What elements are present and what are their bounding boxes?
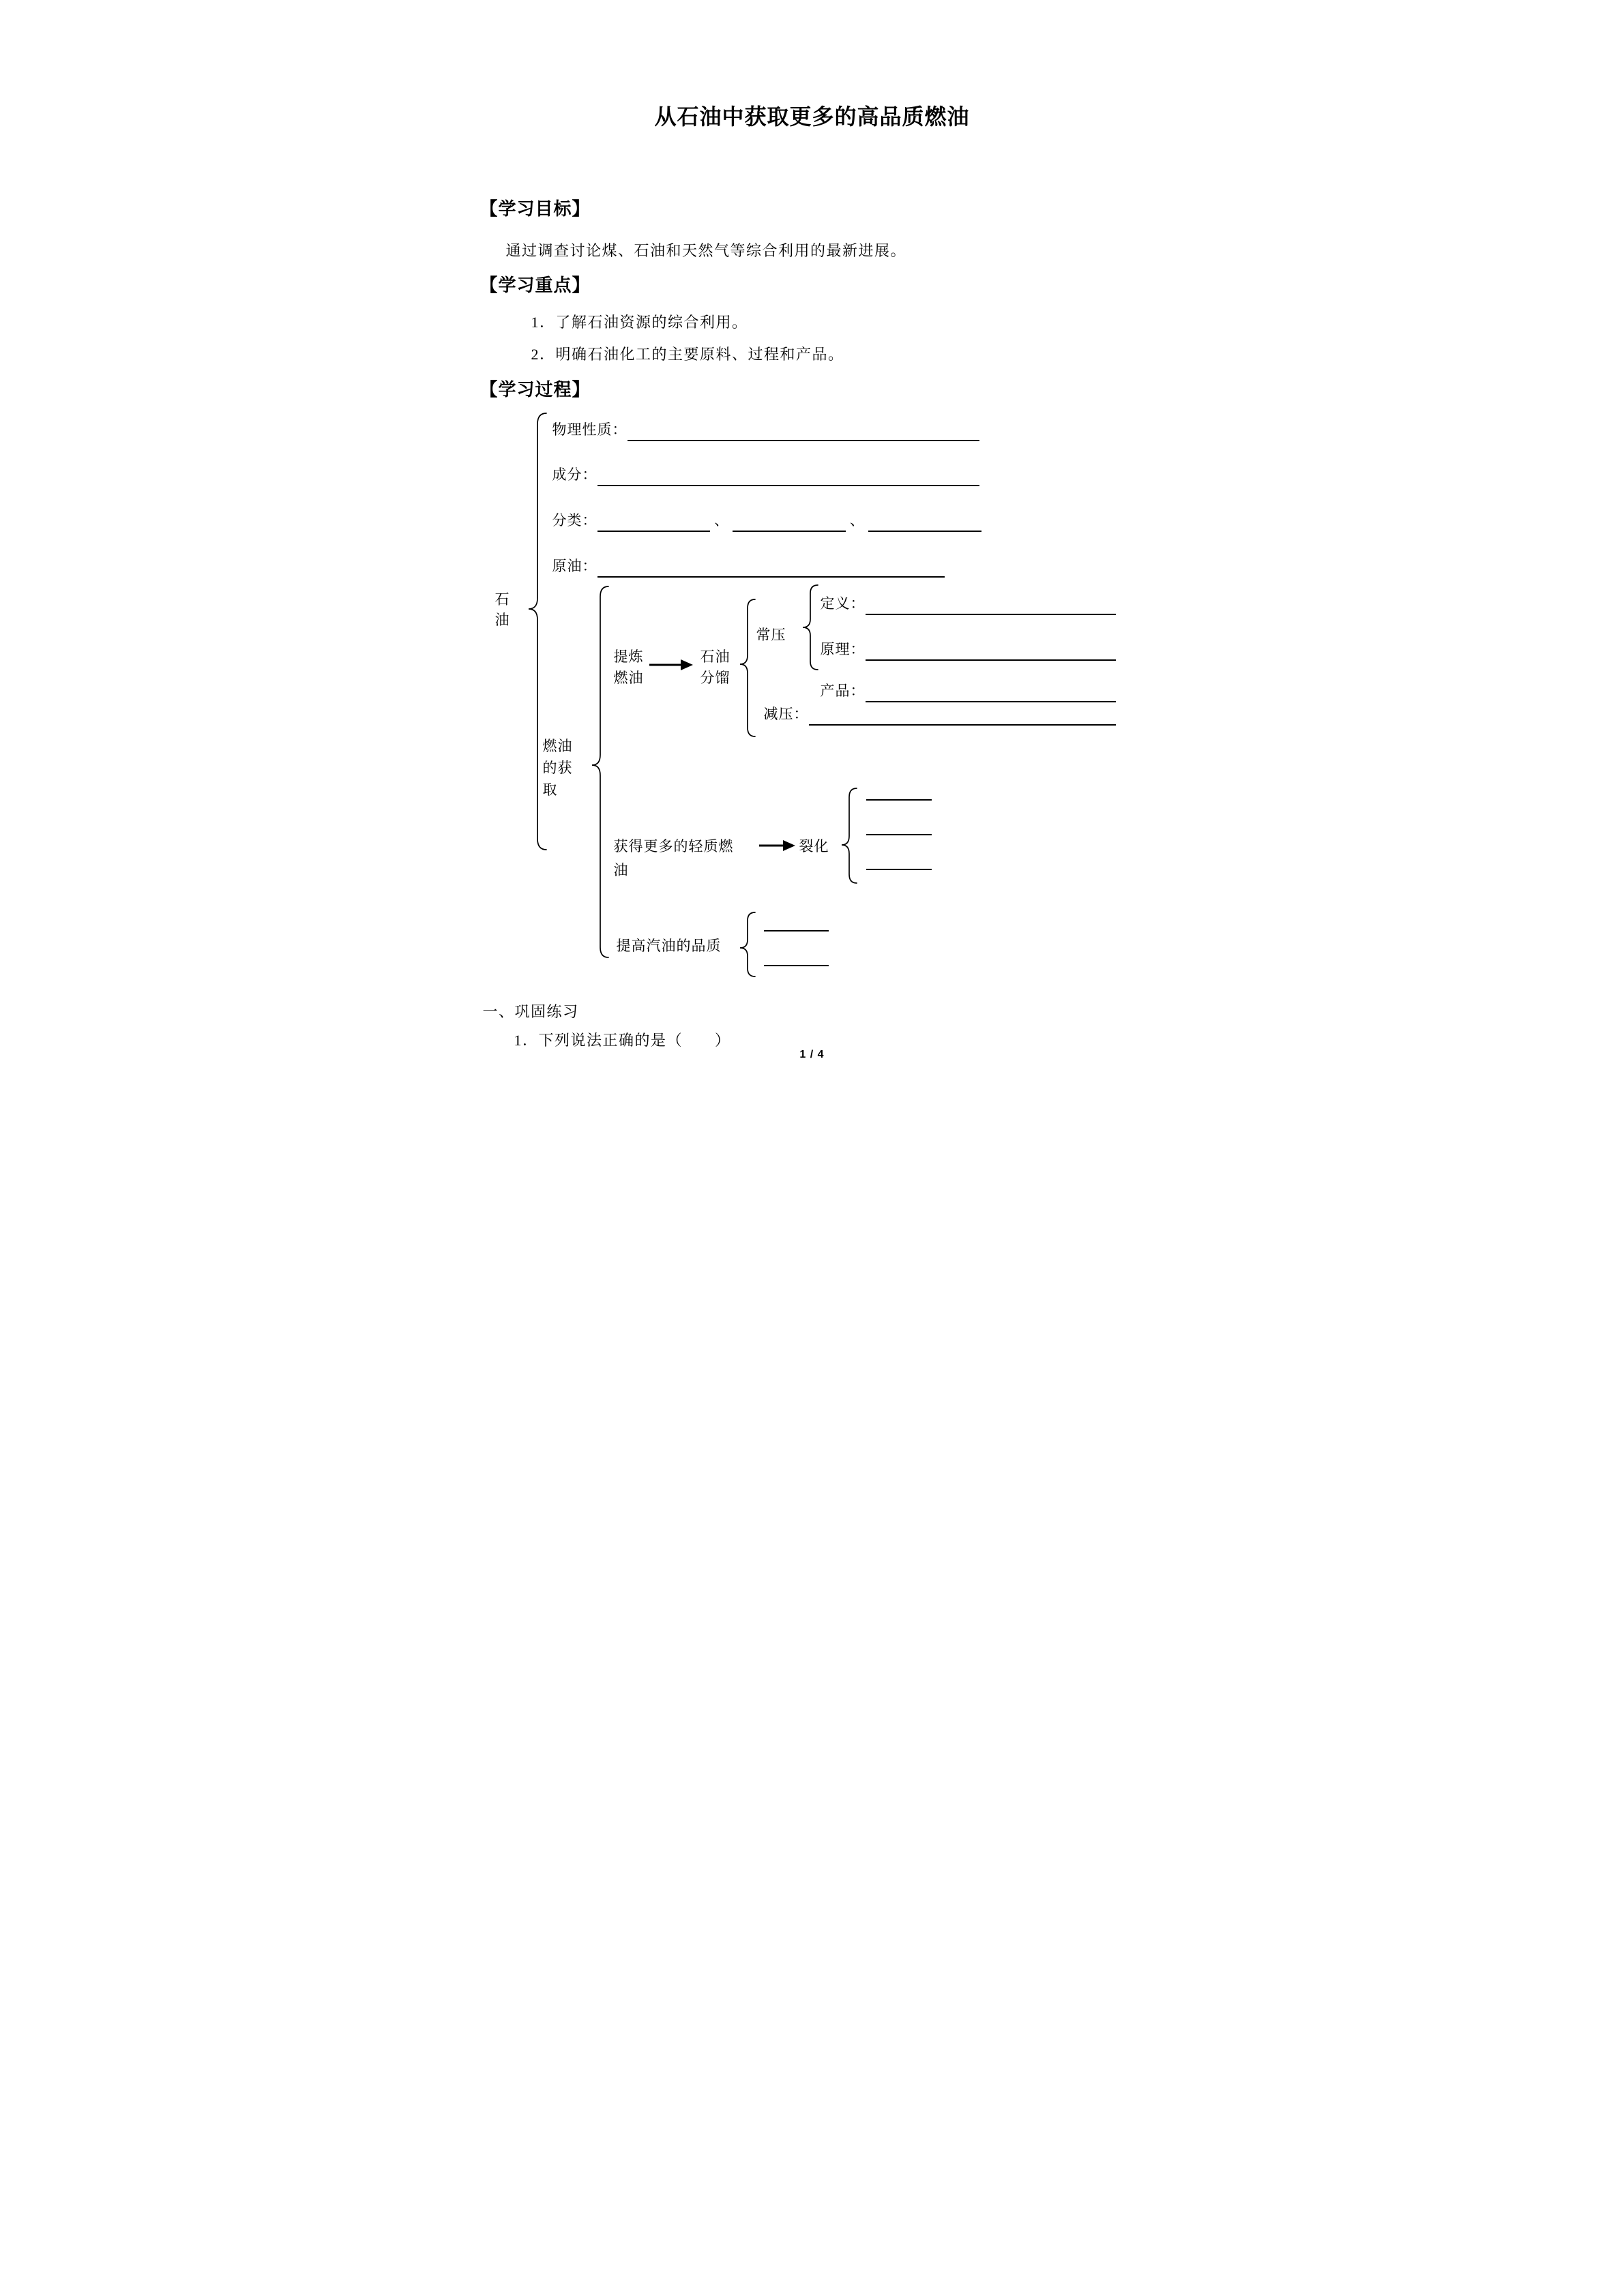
distill-line: 分馏 <box>700 670 730 686</box>
worksheet-page <box>407 0 1218 1148</box>
crude-oil-label: 原油： <box>552 558 597 574</box>
fuel-obtaining-label <box>543 735 573 801</box>
key-point-item: 1．了解石油资源的综合利用。 <box>531 314 748 331</box>
cracking-label: 裂化 <box>799 838 829 854</box>
blank-line <box>597 560 945 578</box>
light-fuel-line: 油 <box>613 862 629 878</box>
row-physical-properties <box>552 419 979 443</box>
blank-line <box>866 834 932 835</box>
row-product <box>821 680 1116 704</box>
exercise-question: 1．下列说法正确的是（ ） <box>514 1032 731 1049</box>
page-title: 从石油中获取更多的高品质燃油 <box>654 104 970 129</box>
definition-label: 定义： <box>820 595 866 612</box>
row-classification <box>552 509 981 534</box>
root-line: 油 <box>494 612 510 628</box>
blank-line <box>866 799 932 801</box>
root-line: 石 <box>494 591 510 608</box>
vacuum-label: 减压： <box>763 706 809 722</box>
heading-objectives: 【学习目标】 <box>479 199 591 219</box>
physical-properties-label: 物理性质： <box>552 421 628 438</box>
blank-line <box>733 514 846 532</box>
brace-atmospheric <box>803 585 818 670</box>
fuel-label-line: 取 <box>542 781 558 798</box>
refine-line: 燃油 <box>613 670 644 686</box>
blank-line <box>866 869 932 870</box>
row-principle <box>821 638 1116 663</box>
atmospheric-pressure-label: 常压 <box>756 627 786 643</box>
product-label: 产品： <box>820 683 866 699</box>
diagram-root-label <box>495 589 510 630</box>
fuel-label-line: 的获 <box>542 760 573 776</box>
composition-label: 成分： <box>552 466 597 483</box>
row-definition <box>821 593 1116 617</box>
gasoline-quality-label: 提高汽油的品质 <box>616 938 722 954</box>
heading-key-points: 【学习重点】 <box>479 275 591 295</box>
row-vacuum <box>764 703 1116 728</box>
classification-label: 分类： <box>552 512 597 528</box>
principle-label: 原理： <box>820 641 866 657</box>
blank-line <box>809 708 1116 726</box>
brace-distillation <box>740 599 755 736</box>
fuel-label-line: 燃油 <box>542 738 573 754</box>
objectives-body: 通过调查讨论煤、石油和天然气等综合利用的最新进展。 <box>505 242 907 259</box>
light-fuel-line: 获得更多的轻质燃 <box>613 838 734 854</box>
exercise-section-title: 一、巩固练习 <box>482 1003 579 1020</box>
row-crude-oil <box>552 555 945 580</box>
blank-line <box>866 597 1116 615</box>
refine-line: 提炼 <box>613 648 644 665</box>
blank-line <box>764 930 829 931</box>
blank-line <box>628 423 979 441</box>
blank-line <box>866 685 1116 702</box>
page-number: 1 / 4 <box>799 1049 825 1060</box>
key-point-item: 2．明确石油化工的主要原料、过程和产品。 <box>531 346 844 363</box>
brace-fuel-obtaining <box>592 586 608 957</box>
blank-line <box>597 514 711 532</box>
blank-line <box>868 514 981 532</box>
arrow-refine-to-distill-icon <box>649 659 693 670</box>
arrow-lightfuel-to-cracking-icon <box>759 840 795 851</box>
brace-cracking <box>842 788 857 883</box>
refine-fuel-label <box>614 646 644 689</box>
enumeration-comma: 、 <box>714 512 729 528</box>
light-fuel-label <box>614 835 734 882</box>
enumeration-comma: 、 <box>849 512 864 528</box>
distill-line: 石油 <box>700 648 730 665</box>
blank-line <box>866 643 1116 661</box>
brace-quality <box>740 912 755 976</box>
heading-process: 【学习过程】 <box>479 380 591 400</box>
row-composition <box>552 464 979 488</box>
blank-line <box>597 468 979 486</box>
distillation-label <box>700 646 730 689</box>
blank-line <box>764 965 829 966</box>
